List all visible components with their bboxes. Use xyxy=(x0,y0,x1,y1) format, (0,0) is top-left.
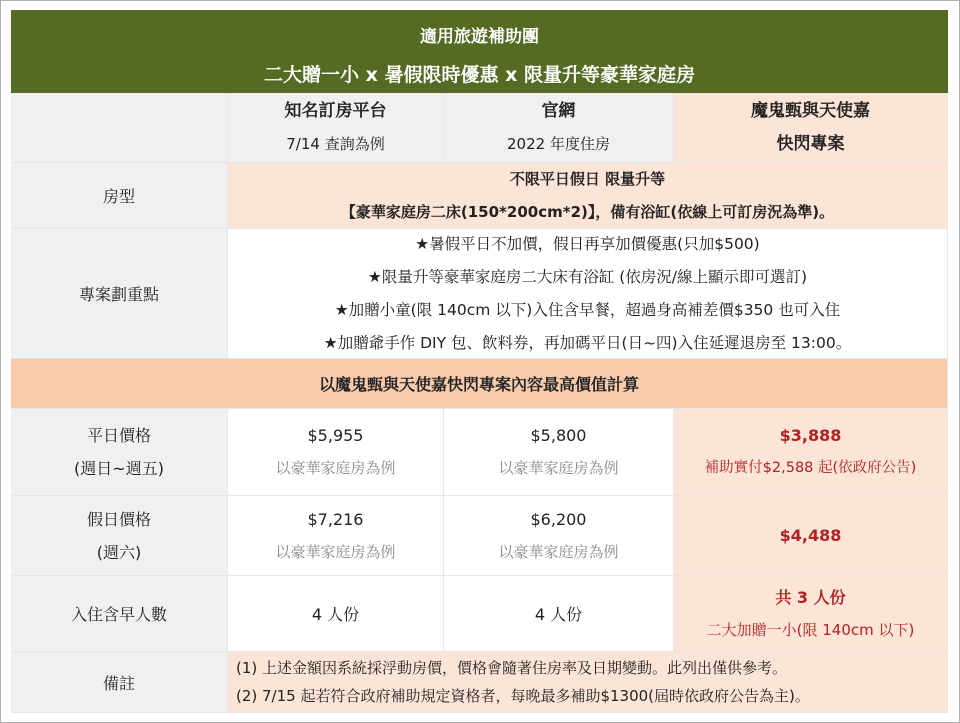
col-special-note: 快閃專案 xyxy=(776,133,845,154)
col-special-name: 魔鬼甄與天使嘉 xyxy=(751,100,870,121)
weekend-special-price: $4,488 xyxy=(779,526,842,545)
notes-label-text: 備註 xyxy=(102,673,135,693)
weekday-official-price: $5,800 xyxy=(530,426,587,445)
weekday-platform-note: 以豪華家庭房為例 xyxy=(275,459,396,477)
weekday-special-note: 補助實付$2,588 起(依政府公告) xyxy=(704,460,917,476)
value-banner-text: 以魔鬼甄與天使嘉快閃專案內容最高價值計算 xyxy=(318,375,639,394)
weekday-official xyxy=(444,409,674,496)
room-type-label xyxy=(11,163,228,229)
guests-platform-value: 4 人份 xyxy=(311,605,360,624)
highlight-item: ★暑假平日不加價，假日再享加價優惠(只加$500) xyxy=(415,234,760,253)
col-platform-note: 7/14 查詢為例 xyxy=(286,134,385,153)
guests-platform xyxy=(228,576,444,652)
weekend-official-note: 以豪華家庭房為例 xyxy=(498,542,619,561)
value-banner xyxy=(11,359,948,409)
weekday-official-note: 以豪華家庭房為例 xyxy=(498,459,619,477)
highlight-item: ★加贈爺手作 DIY 包、飲料券，再加碼平日(日~四)入住延遲退房至 13:00。 xyxy=(323,333,852,352)
weekend-platform xyxy=(228,496,444,576)
room-type-content xyxy=(228,163,948,229)
col-header-official xyxy=(444,93,674,163)
notes-content xyxy=(228,652,948,713)
guests-official xyxy=(444,576,674,652)
header-title: 適用旅遊補助團 xyxy=(420,27,539,47)
room-type-line1: 不限平日假日 限量升等 xyxy=(509,169,666,188)
weekday-label-2: (週日~週五) xyxy=(74,459,164,478)
weekend-official xyxy=(444,496,674,576)
guests-special xyxy=(674,576,948,652)
weekend-special xyxy=(674,496,948,576)
guests-label-text: 入住含早人數 xyxy=(70,605,167,624)
weekend-official-price: $6,200 xyxy=(530,509,587,529)
corner-cell xyxy=(11,93,228,163)
weekend-label xyxy=(11,496,228,576)
comparison-table xyxy=(11,10,948,713)
col-official-name: 官網 xyxy=(541,100,576,121)
col-header-platform xyxy=(228,93,444,163)
weekday-platform-price: $5,955 xyxy=(307,426,364,445)
highlights-label-text: 專案劃重點 xyxy=(78,285,159,304)
guests-special-value: 共 3 人份 xyxy=(775,587,846,607)
highlights-label xyxy=(11,229,228,359)
room-type-label-text: 房型 xyxy=(102,187,135,206)
weekend-label-1: 假日價格 xyxy=(86,509,151,529)
weekday-platform xyxy=(228,409,444,496)
notes-label xyxy=(11,652,228,713)
note-item: (1) 上述金額因系統採浮動房價，價格會隨著住房率及日期變動。此列出僅供參考。 xyxy=(236,659,788,677)
highlight-item: ★加贈小童(限 140cm 以下)入住含早餐，超過身高補差價$350 也可入住 xyxy=(334,300,841,319)
col-official-note: 2022 年度住房 xyxy=(507,134,610,153)
weekday-special xyxy=(674,409,948,496)
weekend-label-2: (週六) xyxy=(96,542,142,562)
guests-special-note: 二大加贈一小(限 140cm 以下) xyxy=(706,620,915,639)
weekend-platform-note: 以豪華家庭房為例 xyxy=(275,542,396,561)
note-item: (2) 7/15 起若符合政府補助規定資格者，每晚最多補助$1300(屆時依政府公告為主)。 xyxy=(236,687,810,705)
room-type-line2: 【豪華家庭房二床(150*200cm*2)】，備有浴缸(依線上可訂房況為準)。 xyxy=(340,202,835,221)
guests-official-value: 4 人份 xyxy=(534,605,583,624)
col-header-special xyxy=(674,93,948,163)
weekend-platform-price: $7,216 xyxy=(307,509,364,529)
highlight-item: ★限量升等豪華家庭房二大床有浴缸 (依房況/線上顯示即可選訂) xyxy=(367,267,808,286)
highlights-content xyxy=(228,229,948,359)
weekday-label xyxy=(11,409,228,496)
table-header xyxy=(11,10,948,93)
weekday-label-1: 平日價格 xyxy=(86,426,151,445)
weekday-special-price: $3,888 xyxy=(779,426,842,445)
guests-label xyxy=(11,576,228,652)
header-subtitle: 二大贈一小 x 暑假限時優惠 x 限量升等豪華家庭房 xyxy=(264,64,695,86)
col-platform-name: 知名訂房平台 xyxy=(284,100,387,121)
